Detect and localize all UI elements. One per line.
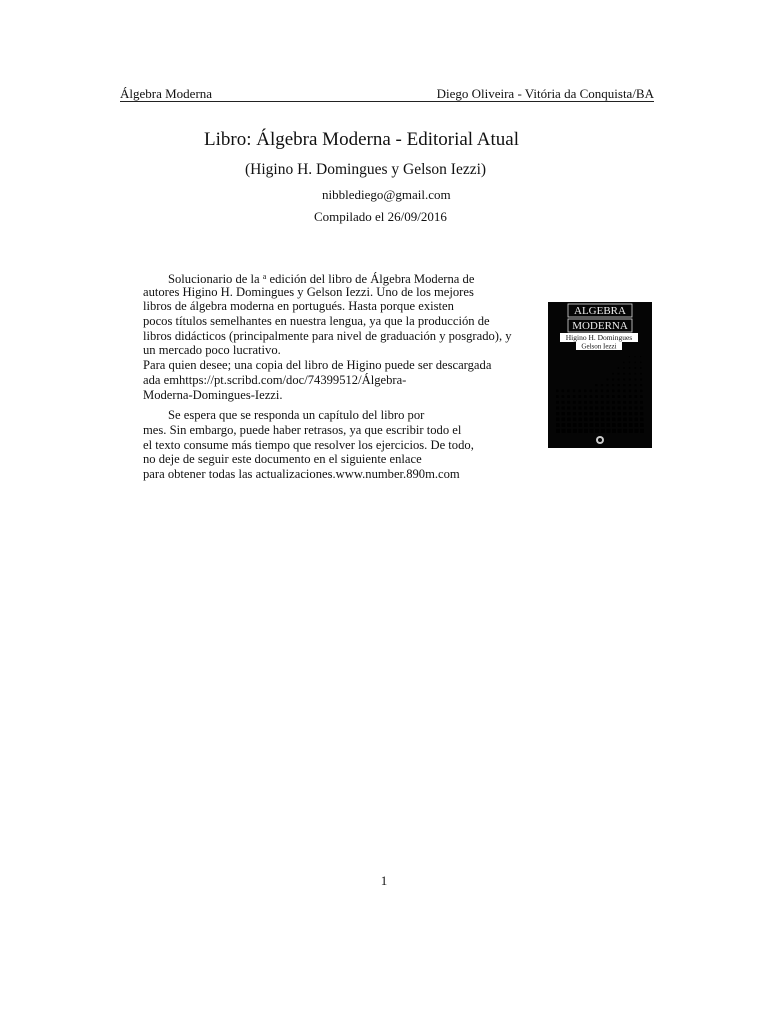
cover-dot (567, 406, 570, 409)
cover-dot (629, 362, 630, 363)
cover-dot (640, 418, 644, 422)
cover-dot (578, 401, 581, 404)
cover-dot (634, 423, 638, 427)
cover-dot (629, 412, 632, 415)
cover-dot (578, 390, 580, 392)
cover-dot (567, 423, 571, 427)
cover-dot (556, 390, 558, 392)
book-cover-art (548, 302, 652, 448)
cover-dot (634, 378, 636, 380)
cover-dot (595, 412, 598, 415)
cover-dot (634, 373, 636, 375)
cover-dot (612, 406, 615, 409)
intro-text (143, 270, 515, 482)
paragraph-2-line: no deje de seguir este documento en el siguiente enlace (143, 452, 422, 467)
book-cover-image (548, 302, 652, 448)
cover-dot (556, 418, 560, 422)
cover-dot (640, 412, 643, 415)
cover-dot (573, 412, 576, 415)
cover-dot (578, 406, 581, 409)
cover-dot (623, 390, 625, 392)
cover-dot (573, 395, 576, 398)
paragraph-2-line: Se espera que se responda un capítulo del libro por (168, 408, 425, 423)
cover-dot (556, 395, 559, 398)
cover-dot (629, 367, 631, 369)
cover-dot (629, 418, 633, 422)
cover-dot (634, 406, 637, 409)
cover-dot (618, 395, 621, 398)
cover-title-line-2: MODERNA (572, 320, 628, 332)
cover-dot (612, 378, 614, 380)
cover-dot (606, 406, 609, 409)
cover-dot (595, 390, 597, 392)
cover-dot (640, 373, 642, 375)
cover-dot (573, 390, 575, 392)
cover-dot (634, 367, 636, 369)
paragraph-1-line: un mercado poco lucrativo. (143, 343, 281, 358)
cover-dot (612, 373, 614, 375)
cover-dot (601, 406, 604, 409)
cover-dot (623, 423, 627, 427)
cover-dot (595, 384, 597, 386)
cover-dot (623, 362, 624, 363)
cover-dot (623, 412, 626, 415)
cover-dot (590, 429, 594, 433)
author-email: nibblediego@gmail.com (322, 187, 451, 202)
cover-dot (623, 406, 626, 409)
cover-dot (584, 423, 588, 427)
cover-dot (601, 401, 604, 404)
cover-dot (606, 378, 608, 380)
cover-dot (573, 418, 577, 422)
cover-dot (573, 401, 576, 404)
cover-dot (590, 395, 593, 398)
cover-dot (618, 418, 622, 422)
cover-dot (629, 390, 631, 392)
cover-dot (578, 395, 581, 398)
cover-dot (573, 406, 576, 409)
cover-dot (612, 384, 614, 386)
cover-dot (562, 423, 566, 427)
authors: (Higino H. Domingues y Gelson Iezzi) (245, 161, 487, 178)
cover-dot (584, 395, 587, 398)
cover-dot (590, 401, 593, 404)
cover-dot (634, 401, 637, 404)
cover-dot (618, 373, 620, 375)
header-rule (120, 101, 654, 102)
cover-dot (618, 406, 621, 409)
cover-dot (562, 418, 566, 422)
cover-dot (578, 418, 582, 422)
cover-dot (595, 401, 598, 404)
cover-dot (601, 390, 603, 392)
cover-dot (573, 423, 577, 427)
cover-dot (618, 412, 621, 415)
cover-dot (640, 390, 642, 392)
paragraph-1-line: libros de álgebra moderna en portugués. Hasta porque existen (143, 299, 454, 314)
cover-dot (584, 406, 587, 409)
cover-dot (640, 429, 644, 433)
cover-dot (612, 429, 616, 433)
cover-dot (629, 378, 631, 380)
cover-dot (567, 412, 570, 415)
cover-dot (601, 418, 605, 422)
cover-dot (606, 384, 608, 386)
running-head-right: Diego Oliveira - Vitória da Conquista/BA (436, 86, 654, 101)
cover-dot (567, 401, 570, 404)
cover-dot (634, 418, 638, 422)
cover-dot (584, 429, 588, 433)
cover-dot (567, 390, 569, 392)
cover-dot (595, 423, 599, 427)
cover-dot (601, 412, 604, 415)
cover-dot (623, 378, 625, 380)
cover-dot (629, 384, 631, 386)
cover-dot (595, 429, 599, 433)
paragraph-1-line: ada emhttps://pt.scribd.com/doc/74399512/Álgebra- (143, 372, 407, 387)
cover-dot (578, 423, 582, 427)
cover-dot (623, 384, 625, 386)
cover-dot (629, 401, 632, 404)
cover-dot (623, 395, 626, 398)
cover-dot (612, 395, 615, 398)
cover-dot (640, 384, 642, 386)
cover-dot (584, 390, 586, 392)
cover-dot (640, 406, 643, 409)
cover-dot (606, 418, 610, 422)
cover-dot (562, 406, 565, 409)
cover-dot (567, 429, 571, 433)
cover-dot (590, 423, 594, 427)
cover-dot (595, 395, 598, 398)
cover-dot (629, 373, 631, 375)
cover-dot (590, 406, 593, 409)
cover-dot (629, 429, 633, 433)
cover-dot (634, 395, 637, 398)
cover-dot (590, 390, 592, 392)
cover-dot (629, 423, 633, 427)
cover-dot (556, 401, 559, 404)
cover-dot (640, 367, 642, 369)
cover-dot (584, 412, 587, 415)
cover-dot (618, 384, 620, 386)
cover-dot (556, 406, 559, 409)
cover-dot (556, 423, 560, 427)
cover-dot (562, 401, 565, 404)
cover-dot (629, 395, 632, 398)
cover-dot (556, 429, 560, 433)
cover-dot (634, 390, 636, 392)
cover-dot (618, 401, 621, 404)
cover-dot (640, 356, 641, 357)
cover-dot (618, 378, 620, 380)
cover-dot (623, 367, 625, 369)
cover-dot (634, 362, 635, 363)
running-head-left: Álgebra Moderna (120, 86, 213, 101)
cover-dot (629, 406, 632, 409)
cover-dot (601, 384, 603, 386)
paragraph-1-line: Para quien desee; una copia del libro de Higino puede ser descargada (143, 358, 492, 373)
cover-dot (640, 423, 644, 427)
cover-dot (595, 418, 599, 422)
cover-dot (562, 412, 565, 415)
cover-dot (606, 395, 609, 398)
cover-dot (606, 429, 610, 433)
cover-dot (640, 395, 643, 398)
cover-dot (612, 412, 615, 415)
cover-dot (634, 356, 635, 357)
cover-dot (606, 390, 608, 392)
cover-dot (590, 412, 593, 415)
cover-dot (562, 395, 565, 398)
cover-dot (567, 418, 571, 422)
compiled-date: Compilado el 26/09/2016 (314, 209, 447, 224)
cover-dot (595, 406, 598, 409)
cover-dot (567, 395, 570, 398)
cover-dot (612, 401, 615, 404)
cover-dot (562, 429, 566, 433)
cover-dot (640, 401, 643, 404)
cover-dot (606, 423, 610, 427)
cover-dot (618, 423, 622, 427)
cover-dot (612, 390, 614, 392)
cover-title-line-1: ALGEBRA (574, 305, 626, 317)
cover-dot (590, 418, 594, 422)
paragraph-1-line: libros didácticos (principalmente para nivel de graduación y posgrado), y (143, 328, 512, 343)
cover-dot (584, 418, 588, 422)
cover-dot (562, 390, 564, 392)
page-number: 1 (380, 873, 388, 888)
cover-author-line-2: Gelson Iezzi (581, 342, 617, 351)
cover-dot (606, 412, 609, 415)
cover-dot (601, 429, 605, 433)
cover-dot (618, 367, 620, 369)
cover-dot (584, 401, 587, 404)
cover-dot (623, 429, 627, 433)
paragraph-2-line: el texto consume más tiempo que resolver los ejercicios. De todo, (143, 437, 474, 452)
cover-dot (606, 401, 609, 404)
paragraph-2-line: mes. Sin embargo, puede haber retrasos, ya que escribir todo el (143, 422, 462, 437)
cover-dot (634, 412, 637, 415)
cover-dot (578, 429, 582, 433)
cover-dot (623, 418, 627, 422)
cover-dot (578, 412, 581, 415)
cover-dot (618, 429, 622, 433)
paragraph-2-line: para obtener todas las actualizaciones.www.number.890m.com (143, 466, 460, 481)
cover-dot (601, 423, 605, 427)
cover-dot (640, 362, 641, 363)
cover-dot (618, 390, 620, 392)
edition-superscript: a (262, 272, 267, 281)
cover-dot (573, 429, 577, 433)
cover-dot (629, 356, 630, 357)
paragraph-1-line: autores Higino H. Domingues y Gelson Iezzi. Uno de los mejores (143, 284, 474, 299)
cover-dot (623, 373, 625, 375)
cover-dot (612, 418, 616, 422)
cover-dot (612, 423, 616, 427)
cover-dot (601, 395, 604, 398)
paragraph-1-line: pocos títulos semelhantes en nuestra lengua, ya que la producción de (143, 314, 490, 329)
paragraph-1-line: Solucionario de la $^a$ edición del libro de Álgebra Moderna de (168, 272, 475, 286)
cover-dot (640, 378, 642, 380)
cover-dot (634, 429, 638, 433)
cover-dot (623, 401, 626, 404)
cover-dot (634, 384, 636, 386)
cover-author-line-1: Higino H. Domingues (565, 333, 633, 342)
paragraph-1-line: Moderna-Domingues-Iezzi. (143, 387, 283, 402)
page-title: Libro: Álgebra Moderna - Editorial Atual (204, 129, 519, 150)
cover-dot (556, 412, 559, 415)
